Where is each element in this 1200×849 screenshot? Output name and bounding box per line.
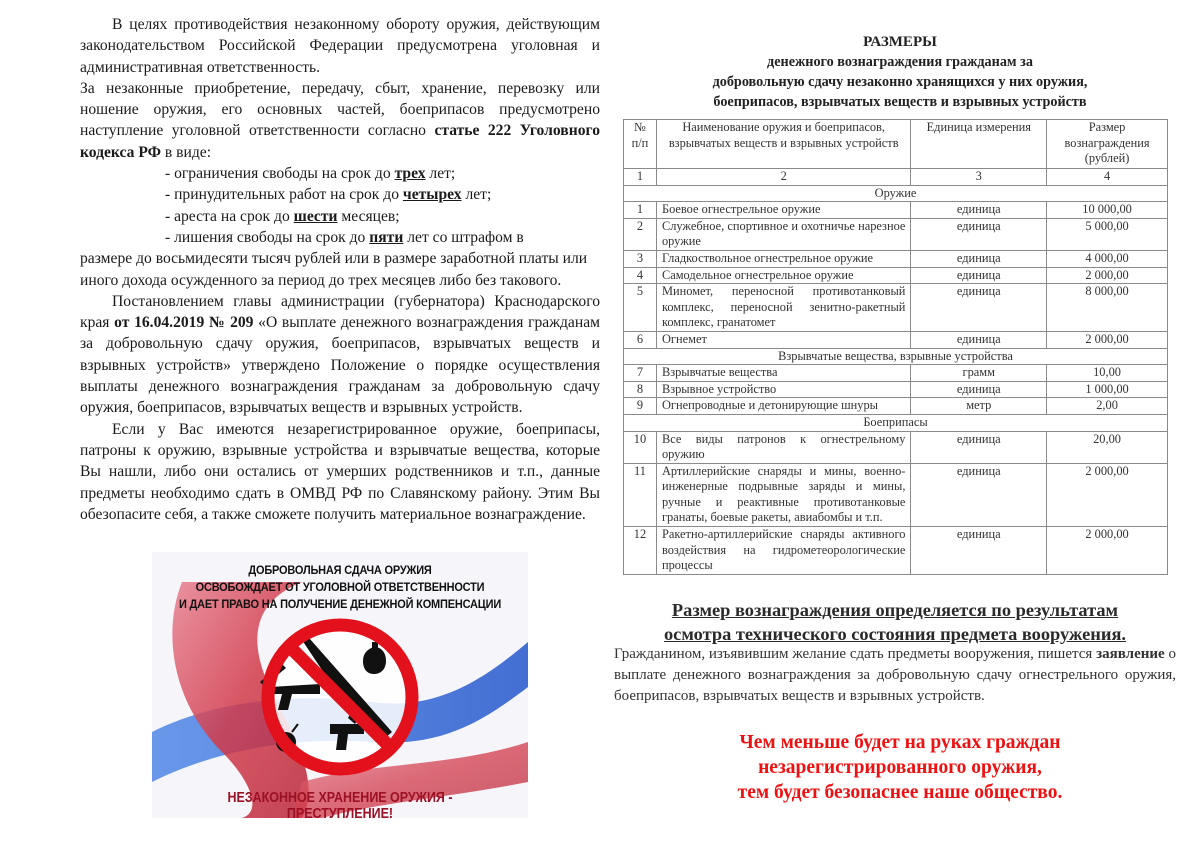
note-application-term: заявление — [1096, 646, 1165, 662]
row-unit: единица — [911, 331, 1047, 348]
penalty-text: - ограничения свободы на срок до — [165, 165, 395, 183]
row-name: Служебное, спортивное и охотничье нарезное оружие — [656, 218, 910, 250]
row-unit: единица — [911, 267, 1047, 284]
row-amount: 8 000,00 — [1047, 284, 1168, 332]
row-number: 4 — [624, 267, 657, 284]
table-row — [624, 284, 1168, 332]
note-text-end: о выплате денежного вознаграждения за добровольную сдачу огнестрельного оружия, боеприпасов, взрывчатых веществ и взрывных устройств. — [614, 646, 1177, 704]
row-number: 5 — [624, 284, 657, 332]
article-reference: статье 222 Уголовного кодекса РФ — [80, 122, 601, 161]
table-row — [624, 431, 1168, 463]
row-amount: 2 000,00 — [1047, 527, 1168, 575]
penalty-text: - ареста на срок до — [165, 207, 294, 225]
table-row — [624, 527, 1168, 575]
row-unit: грамм — [911, 365, 1047, 382]
poster-warning: НЕЗАКОННОЕ ХРАНЕНИЕ ОРУЖИЯ - ПРЕСТУПЛЕНИЕ! — [227, 790, 453, 818]
row-unit: единица — [911, 284, 1047, 332]
row-amount: 10 000,00 — [1047, 202, 1168, 219]
table-row — [624, 381, 1168, 398]
penalty-term: пяти — [369, 228, 404, 246]
rewards-subtitle-line: боеприпасов, взрывчатых веществ и взрывных устройств — [713, 94, 1087, 110]
row-number: 9 — [624, 398, 657, 415]
row-number: 3 — [624, 250, 657, 267]
row-amount: 20,00 — [1047, 431, 1168, 463]
table-header-row — [624, 120, 1168, 169]
liability-text-end: в виде: — [161, 143, 212, 161]
row-unit: единица — [911, 463, 1047, 526]
row-name: Взрывчатые вещества — [656, 365, 910, 382]
header-amount: Размер вознаграждения (рублей) — [1047, 120, 1168, 169]
poster-headline — [171, 562, 509, 613]
table-row — [624, 218, 1168, 250]
row-amount: 2 000,00 — [1047, 331, 1168, 348]
row-unit: метр — [911, 398, 1047, 415]
rewards-title — [620, 32, 1180, 112]
row-number: 1 — [624, 202, 657, 219]
row-name: Артиллерийские снаряды и мины, военно-инженерные подрывные заряды и мины, ручные и реактивные противотанковые гранаты, боевые ракеты, авиабомбы и т.п. — [656, 463, 910, 526]
application-note — [614, 644, 1176, 707]
section-row — [624, 185, 1168, 202]
row-unit: единица — [911, 431, 1047, 463]
note-heading-line: осмотра технического состояния предмета вооружения. — [663, 624, 1126, 644]
header-number: № п/п — [624, 120, 657, 169]
note-heading-line: Размер вознаграждения определяется по результатам — [671, 600, 1119, 620]
table-row — [624, 365, 1168, 382]
penalty-term: трех — [394, 165, 426, 183]
row-number: 6 — [624, 331, 657, 348]
penalty-text: месяцев; — [337, 207, 400, 225]
penalty-term: шести — [293, 207, 338, 225]
left-column — [80, 14, 600, 525]
penalty-item — [80, 227, 600, 248]
row-amount: 1 000,00 — [1047, 381, 1168, 398]
liability-text: За незаконные приобретение, передачу, сбыт, хранение, перевозку или ношение оружия, его основных частей, боеприпасов предусмотрено наступление уголовной ответственности согласно — [80, 79, 600, 140]
row-name: Миномет, переносной противотанковый комплекс, переносной зенитно-ракетный комплекс, гранатомет — [656, 284, 910, 332]
column-number: 3 — [911, 169, 1047, 186]
row-unit: единица — [911, 250, 1047, 267]
row-name: Огнемет — [656, 331, 910, 348]
rewards-subtitle-line: добровольную сдачу незаконно хранящихся у них оружия, — [712, 74, 1088, 90]
note-text: Гражданином, изъявившим желание сдать предметы вооружения, пишется — [614, 646, 1097, 662]
section-row — [624, 414, 1168, 431]
row-amount: 2 000,00 — [1047, 267, 1168, 284]
row-amount: 2 000,00 — [1047, 463, 1168, 526]
voluntary-surrender-poster — [152, 552, 528, 818]
table-body — [624, 185, 1168, 574]
penalty-text: - лишения свободы на срок до — [165, 228, 370, 246]
penalty-text: - принудительных работ на срок до — [165, 186, 403, 204]
row-number: 2 — [624, 218, 657, 250]
row-amount: 2,00 — [1047, 398, 1168, 415]
slogan-line: незарегистрированного оружия, — [758, 757, 1042, 778]
decree-text: Постановлением главы администрации (губернатора) Краснодарского края — [80, 292, 600, 332]
intro-paragraph: В целях противодействия незаконному обороту оружия, действующим законодательством Российской Федерации предусмотрена уголовная и административная ответственность. — [80, 16, 600, 76]
decree-paragraph — [80, 291, 600, 419]
row-name: Огнепроводные и детонирующие шнуры — [656, 398, 910, 415]
section-title: Боеприпасы — [624, 414, 1168, 431]
table-row — [624, 463, 1168, 526]
row-number: 11 — [624, 463, 657, 526]
row-name: Самодельное огнестрельное оружие — [656, 267, 910, 284]
row-amount: 5 000,00 — [1047, 218, 1168, 250]
poster-headline-line: ДОБРОВОЛЬНАЯ СДАЧА ОРУЖИЯ — [248, 563, 432, 577]
row-amount: 10,00 — [1047, 365, 1168, 382]
decree-reference: от 16.04.2019 № 209 — [114, 314, 254, 332]
poster-headline-line: И ДАЕТ ПРАВО НА ПОЛУЧЕНИЕ ДЕНЕЖНОЙ КОМПЕНСАЦИИ — [178, 597, 502, 611]
row-name: Гладкоствольное огнестрельное оружие — [656, 250, 910, 267]
liability-paragraph — [80, 78, 600, 163]
section-title: Взрывчатые вещества, взрывные устройства — [624, 348, 1168, 365]
slogan-line: тем будет безопаснее наше общество. — [737, 782, 1063, 803]
table-row — [624, 202, 1168, 219]
row-name: Боевое огнестрельное оружие — [656, 202, 910, 219]
penalty-text: лет; — [461, 186, 492, 204]
column-number: 2 — [656, 169, 910, 186]
table-row — [624, 267, 1168, 284]
column-number: 4 — [1047, 169, 1168, 186]
penalty-item — [80, 206, 600, 227]
safety-slogan — [650, 730, 1150, 805]
row-number: 8 — [624, 381, 657, 398]
poster-headline-line: ОСВОБОЖДАЕТ ОТ УГОЛОВНОЙ ОТВЕТСТВЕННОСТИ — [195, 580, 485, 594]
header-name: Наименование оружия и боеприпасов, взрывчатых веществ и взрывных устройств — [656, 120, 910, 169]
penalty-continuation: размере до восьмидесяти тысяч рублей или в размере заработной платы или иного дохода осужденного за период до трех месяцев либо без такового. — [80, 250, 588, 289]
penalty-term: четырех — [402, 186, 462, 204]
table-row — [624, 398, 1168, 415]
reward-note-heading — [610, 598, 1180, 646]
row-unit: единица — [911, 202, 1047, 219]
row-name: Ракетно-артиллерийские снаряды активного воздействия на гидрометеорологические процессы — [656, 527, 910, 575]
row-name: Взрывное устройство — [656, 381, 910, 398]
penalty-item — [80, 184, 600, 205]
rewards-subtitle-line: денежного вознаграждения гражданам за — [767, 54, 1033, 70]
row-unit: единица — [911, 527, 1047, 575]
rewards-heading: РАЗМЕРЫ — [863, 34, 937, 50]
handover-paragraph: Если у Вас имеются незарегистрированное оружие, боеприпасы, патроны к оружию, взрывные устройства и взрывчатые вещества, которые Вы нашли, либо они остались от умерших родственников и т.п., данные предметы необходимо сдать в ОМВД РФ по Славянскому району. Этим Вы обезопасите себя, а также сможете получить материальное вознаграждение. — [80, 420, 600, 523]
row-amount: 4 000,00 — [1047, 250, 1168, 267]
rewards-table — [623, 119, 1168, 575]
row-unit: единица — [911, 218, 1047, 250]
table-row — [624, 331, 1168, 348]
section-title: Оружие — [624, 185, 1168, 202]
row-name: Все виды патронов к огнестрельному оружию — [656, 431, 910, 463]
header-unit: Единица измерения — [911, 120, 1047, 169]
column-number: 1 — [624, 169, 657, 186]
row-number: 12 — [624, 527, 657, 575]
penalty-text: лет со штрафом в — [403, 228, 524, 246]
decree-text-end: «О выплате денежного вознаграждения гражданам за добровольную сдачу оружия, боеприпасов, взрывчатых веществ и взрывных устройств» утверждено Положение о порядке осуществления выплаты денежного вознаграждения гражданам за добровольную сдачу оружия, боеприпасов, взрывчатых веществ и взрывных устройств. — [80, 314, 600, 417]
row-number: 7 — [624, 365, 657, 382]
row-number: 10 — [624, 431, 657, 463]
row-unit: единица — [911, 381, 1047, 398]
penalty-text: лет; — [425, 165, 456, 183]
column-numbers-row — [624, 169, 1168, 186]
table-row — [624, 250, 1168, 267]
penalty-item — [80, 163, 600, 184]
section-row — [624, 348, 1168, 365]
slogan-line: Чем меньше будет на руках граждан — [739, 732, 1061, 753]
